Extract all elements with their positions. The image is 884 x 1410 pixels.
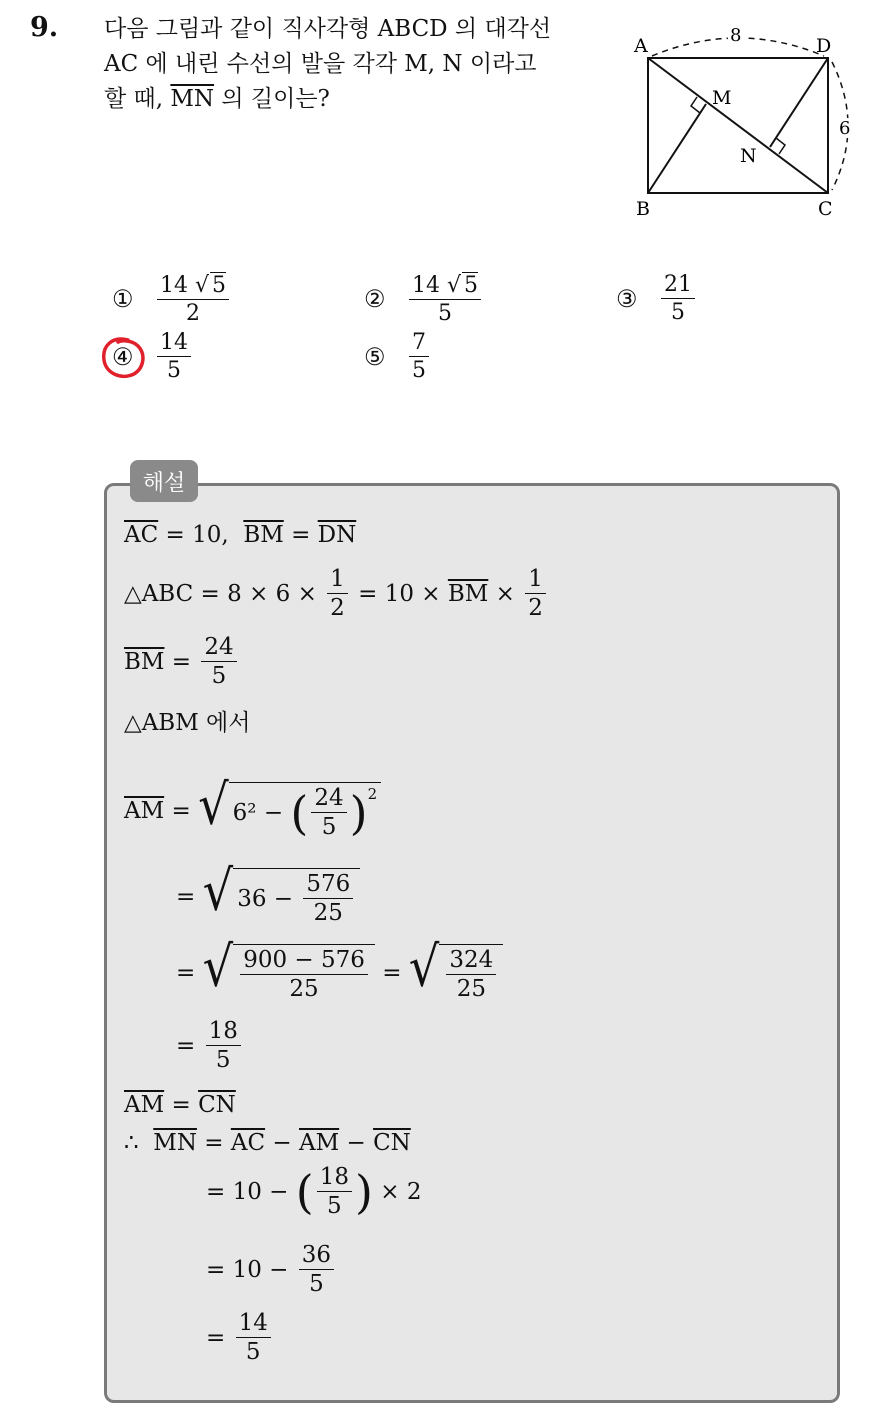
num: 18 (206, 1018, 241, 1046)
seg-am: $\overline{AM}$ (298, 1130, 340, 1156)
label-side-length: 6 (839, 118, 851, 139)
label-top-length: 8 (730, 25, 742, 46)
seg-bm: $\overline{BM}$ (447, 580, 489, 607)
num: 900 − 576 (240, 947, 368, 975)
text: = 10 − (206, 1256, 296, 1283)
den: 5 (321, 814, 337, 841)
solution-line-13 (206, 1310, 274, 1366)
choice-1-radicand: 5 (212, 273, 227, 298)
solution-line-6 (176, 858, 360, 927)
text: = 10 × (350, 580, 448, 607)
solution-line-1 (124, 522, 356, 548)
diagonal-ac (648, 58, 828, 193)
text: ∴ (124, 1130, 154, 1156)
solution-line-7 (176, 934, 503, 1003)
right-angle-mark-m (691, 97, 700, 113)
question-line-3-post: 의 길이는? (214, 86, 330, 112)
choice-3-mark: ③ (616, 284, 638, 313)
solution-line-3 (124, 634, 240, 690)
den: 25 (313, 900, 343, 927)
seg-ac: $\overline{AC}$ (124, 522, 159, 548)
choice-4-mark: ④ (112, 342, 134, 371)
right-angle-mark-n (776, 138, 785, 154)
choice-5-mark: ⑤ (364, 342, 386, 371)
seg-am: $\overline{AM}$ (124, 1092, 165, 1118)
num: 36 (299, 1242, 334, 1270)
choice-5-den: 5 (412, 358, 426, 384)
solution-badge: 해설 (130, 460, 198, 502)
choice-2-num: 14 (412, 273, 440, 298)
fraction (327, 566, 348, 622)
radical: √ $\frac{900 - 576}{25}$ (203, 944, 375, 1003)
num: 24 (311, 785, 346, 813)
text: 36 − (237, 885, 301, 912)
den: 5 (245, 1339, 261, 1366)
choice-1-mark: ① (112, 285, 134, 314)
choice-1[interactable] (112, 272, 232, 327)
seg-bm: $\overline{BM}$ (124, 648, 165, 675)
num: 1 (525, 566, 546, 594)
perpendicular-dn (770, 58, 828, 147)
text: △ABC = 8 × 6 × (124, 580, 325, 607)
question-number: 9. (30, 12, 59, 43)
exponent: 2 (367, 785, 378, 803)
solution-line-8 (176, 1018, 244, 1074)
choice-5[interactable] (364, 330, 432, 384)
perpendicular-bm (648, 104, 706, 193)
choice-5-num: 7 (409, 330, 429, 357)
seg-cn: $\overline{CN}$ (198, 1092, 236, 1118)
vertex-label-d: D (816, 35, 832, 57)
den: 25 (456, 976, 486, 1003)
solution-line-10 (124, 1130, 411, 1156)
choice-1-num: 14 (160, 273, 188, 298)
choice-3-num: 21 (661, 272, 695, 299)
choice-1-den: 2 (186, 301, 200, 327)
solution-line-4: △ABM 에서 (124, 710, 251, 736)
fraction (525, 566, 546, 622)
solution-line-2 (124, 566, 549, 622)
choice-2-mark: ② (364, 285, 386, 314)
text: − (265, 1130, 299, 1156)
text: = (164, 1092, 199, 1118)
den: 2 (330, 595, 345, 622)
choice-3-den: 5 (671, 300, 685, 326)
fraction (317, 1164, 352, 1220)
seg-dn: $\overline{DN}$ (317, 522, 357, 548)
point-label-n: N (740, 145, 757, 167)
num: 18 (317, 1164, 352, 1192)
question-line-1: 다음 그림과 같이 직사각형 ABCD 의 대각선 (104, 16, 552, 42)
segment-mn: $\overline{MN}$ (170, 86, 215, 112)
text: = (164, 798, 199, 825)
text: = 10 − (206, 1178, 296, 1205)
seg-ac: $\overline{AC}$ (230, 1130, 266, 1156)
fraction (240, 947, 368, 1003)
fraction (236, 1310, 271, 1366)
text: = (196, 1130, 231, 1156)
text: = (176, 960, 203, 987)
text: = (176, 884, 203, 911)
num: 24 (201, 634, 236, 662)
question-line-3 (104, 82, 614, 117)
seg-mn: $\overline{MN}$ (153, 1130, 197, 1156)
num: 576 (303, 871, 353, 899)
den: 5 (327, 1193, 342, 1220)
den: 5 (215, 1047, 231, 1074)
den: 25 (289, 976, 319, 1003)
question-text (104, 12, 614, 117)
choice-2-den: 5 (438, 301, 452, 327)
fraction (206, 1018, 241, 1074)
choice-3[interactable] (616, 272, 698, 326)
seg-bm: $\overline{BM}$ (243, 522, 284, 548)
solution-line-9 (124, 1092, 236, 1118)
choice-4-den: 5 (167, 358, 181, 384)
selected-answer-circle-icon (98, 334, 152, 384)
question-line-2: AC 에 내린 수선의 발을 각각 M, N 이라고 (104, 51, 537, 77)
num: 324 (446, 947, 496, 975)
den: 5 (309, 1271, 324, 1298)
choice-2[interactable] (364, 272, 484, 327)
choice-4-fraction (157, 330, 191, 384)
fraction (311, 785, 346, 841)
solution-line-5 (124, 772, 381, 841)
choice-5-fraction (409, 330, 429, 384)
text: 6² − (232, 799, 291, 826)
choice-4-num: 14 (157, 330, 191, 357)
fraction (303, 871, 353, 927)
radical: √ $\frac{324}{25}$ (409, 944, 504, 1003)
vertex-label-a: A (634, 35, 648, 57)
seg-am: $\overline{AM}$ (124, 798, 165, 825)
solution-line-11: = 10 − ( $\frac{18}{5}$ ) × 2 (206, 1164, 422, 1220)
fraction (446, 947, 496, 1003)
num: 1 (327, 566, 348, 594)
rectangle-figure (620, 20, 860, 230)
question-line-3-pre: 할 때, (104, 86, 171, 112)
seg-cn: $\overline{CN}$ (373, 1130, 411, 1156)
num: 14 (236, 1310, 271, 1338)
text: = (374, 960, 409, 987)
choice-1-fraction: $\frac{14 √ 5}{2}$ (157, 272, 229, 327)
solution-line-12 (206, 1242, 337, 1298)
text: = (206, 1324, 233, 1351)
fraction (201, 634, 236, 690)
text: × 2 (372, 1178, 422, 1205)
text: − (339, 1130, 374, 1156)
den: 2 (528, 595, 543, 622)
choice-2-fraction: $\frac{14 √ 5}{5}$ (409, 272, 481, 327)
choice-2-radicand: 5 (464, 273, 479, 298)
radical: √ 6² − ( $\frac{24}{5}$ ) $^2$ (198, 782, 381, 841)
point-label-m: M (712, 87, 732, 109)
vertex-label-c: C (818, 198, 833, 220)
vertex-label-b: B (636, 198, 650, 220)
fraction (299, 1242, 334, 1298)
text: × (488, 580, 523, 607)
text: = (164, 648, 199, 675)
text: = (176, 1032, 203, 1059)
text: = 10, (158, 522, 244, 548)
den: 5 (211, 663, 227, 690)
text: = (283, 522, 318, 548)
radical: √ 36 − $\frac{576}{25}$ (203, 868, 361, 927)
choice-3-fraction (661, 272, 695, 326)
